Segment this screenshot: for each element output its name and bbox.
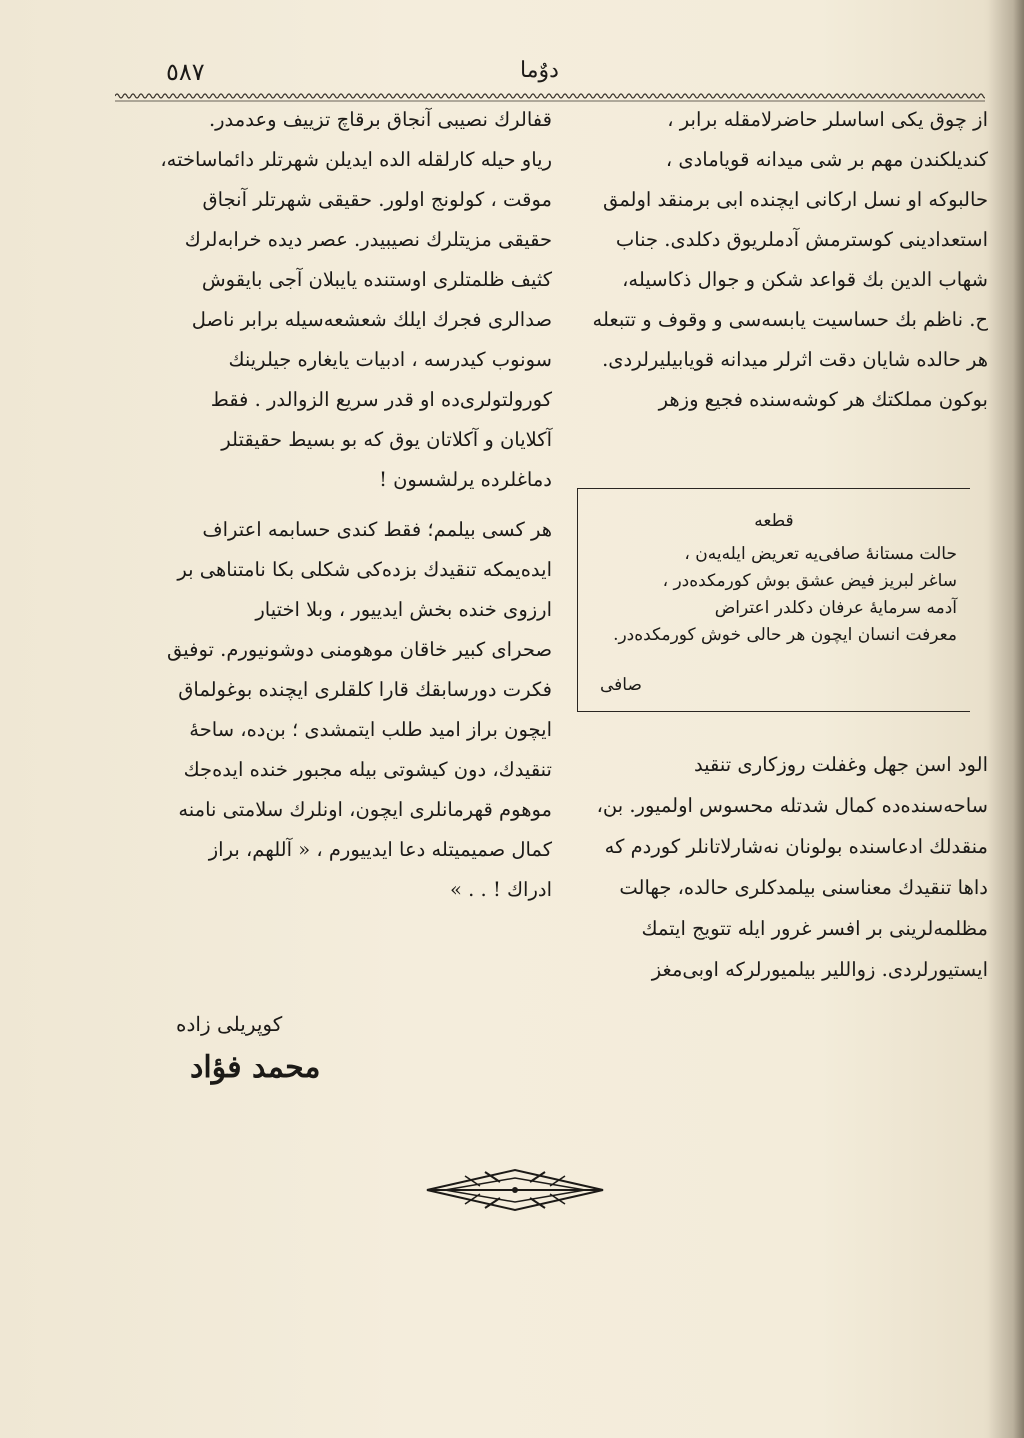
verse-line: حالت مستانهٔ صافى‌يه تعريض ايله‌يه‌ن ، bbox=[684, 544, 957, 564]
text-line: منقدلك ادعاسنده بولونان نه‌شارلاتانلر كوردم كه bbox=[604, 835, 988, 858]
left-column bbox=[130, 100, 552, 910]
qita-title: قطعه bbox=[754, 511, 794, 531]
author-signature: محمد فؤاد bbox=[190, 1050, 321, 1085]
text-line: كورولتولرى‌ده او قدر سريع الزوالدر . فقط bbox=[210, 388, 552, 411]
text-line: ايچون براز اميد طلب ايتمشدى ؛ بن‌ده، ساحهٔ bbox=[189, 718, 552, 741]
text-line: داها تنقيدك معناسنى بيلمدكلرى حالده، جهالت bbox=[619, 876, 988, 899]
text-line: الود اسن جهل وغفلت روزكارى تنقيد bbox=[693, 753, 988, 776]
diamond-flourish-ornament-icon bbox=[425, 1162, 605, 1218]
right-column-continued bbox=[578, 744, 988, 990]
page-edge-shadow bbox=[988, 0, 1024, 1438]
running-title: دوٌما bbox=[520, 58, 559, 83]
text-line: فكرت دورسابقك قارا كلقلرى ايچنده بوغولماق bbox=[178, 678, 552, 701]
text-line: كثيف ظلمتلرى اوستنده يايبلان آجى بايقوش bbox=[201, 268, 552, 291]
text-line: كمال صميميتله دعا ايدييورم ، « آللهم، براز bbox=[208, 838, 552, 861]
text-line: موهوم قهرمانلرى ايچون، اونلرك سلامتى نامنه bbox=[178, 798, 552, 821]
text-line: صدالرى فجرك ايلك شعشعه‌سيله برابر ناصل bbox=[191, 308, 552, 331]
text-line: ايده‌يمكه تنقيدك بزده‌كى شكلى بكا نامتناهى بر bbox=[177, 558, 552, 581]
verse-line: معرفت انسان ايچون هر حالى خوش كورمكده‌در. bbox=[613, 625, 957, 645]
verse-line: ساغر لبريز فيض عشق بوش كورمكده‌در ، bbox=[662, 571, 957, 591]
text-line: ايستيورلردى. زواللير بيلميورلركه اوبى‌مغز bbox=[651, 958, 988, 981]
text-line: ساحه‌سنده‌ده كمال شدتله محسوس اولميور. بن، bbox=[596, 794, 988, 817]
paragraph-2 bbox=[130, 510, 552, 910]
text-line: ح. ناظم بك حساسيت يابسه‌سى و وقوف و تتبعله bbox=[592, 308, 988, 331]
qita-poem-box bbox=[577, 488, 970, 712]
text-line: مظلمه‌لرينى بر افسر غرور ايله تتويج ايتمك bbox=[641, 917, 988, 940]
text-line: قفالرك نصيبى آنجاق برقاچ تزييف وعدمدر. bbox=[208, 108, 552, 131]
text-line: حقيقى مزيتلرك نصيبيدر. عصر ديده خرابه‌لرك bbox=[184, 228, 552, 251]
qita-verses bbox=[592, 541, 957, 649]
text-line: صحراى كبير خاقان موهومنى دوشونيورم. توفيق bbox=[167, 638, 552, 661]
text-line: دماغلرده يرلشسون ! bbox=[379, 468, 552, 491]
text-line: سونوب كيدرسه ، ادبيات يايغاره جيلرينك bbox=[228, 348, 552, 371]
text-line: آكلايان و آكلاتان يوق كه بو بسيط حقيقتلر bbox=[221, 428, 552, 451]
page-number: ٥٨٧ bbox=[166, 58, 205, 86]
right-column bbox=[578, 100, 988, 420]
text-line: موقت ، كولونج اولور. حقيقى شهرتلر آنجاق bbox=[202, 188, 552, 211]
paragraph-1 bbox=[130, 100, 552, 500]
text-line: كنديلكندن مهم بر شى ميدانه قويامادى ، bbox=[665, 148, 988, 171]
text-line: هر حالده شايان دقت اثرلر ميدانه قويابيليرلردى. bbox=[602, 348, 988, 371]
text-line: شهاب الدين بك قواعد شكن و جوال ذكاسيله، bbox=[622, 268, 988, 291]
text-line: از چوق يكى اساسلر حاضرلامقله برابر ، bbox=[667, 108, 988, 131]
text-line: بوكون مملكتك هر كوشه‌سنده فجيع وزهر bbox=[658, 388, 988, 411]
author-family-name: كوپريلى زاده bbox=[176, 1012, 283, 1036]
text-line: حالبوكه او نسل اركانى ايچنده ابى برمنقد اولمق bbox=[603, 188, 988, 211]
text-line: ادراك ! . . » bbox=[450, 878, 552, 901]
text-line: ارزوى خنده بخش ايدييور ، وبلا اختيار bbox=[255, 598, 552, 621]
text-line: هر كسى بيلمم؛ فقط كندى حسابمه اعتراف bbox=[202, 518, 552, 541]
verse-line: آدمه سرمايهٔ عرفان دكلدر اعتراض bbox=[714, 598, 957, 618]
qita-signature: صافى bbox=[600, 675, 642, 695]
text-line: رياو حيله كارلقله الده ايديلن شهرتلر دائماساخته، bbox=[160, 148, 552, 171]
text-line: تنقيدك، دون كيشوتى بيله مجبور خنده ايده‌جك bbox=[183, 758, 552, 781]
text-line: استعدادينى كوسترمش آدملريوق دكلدى. جناب bbox=[615, 228, 988, 251]
